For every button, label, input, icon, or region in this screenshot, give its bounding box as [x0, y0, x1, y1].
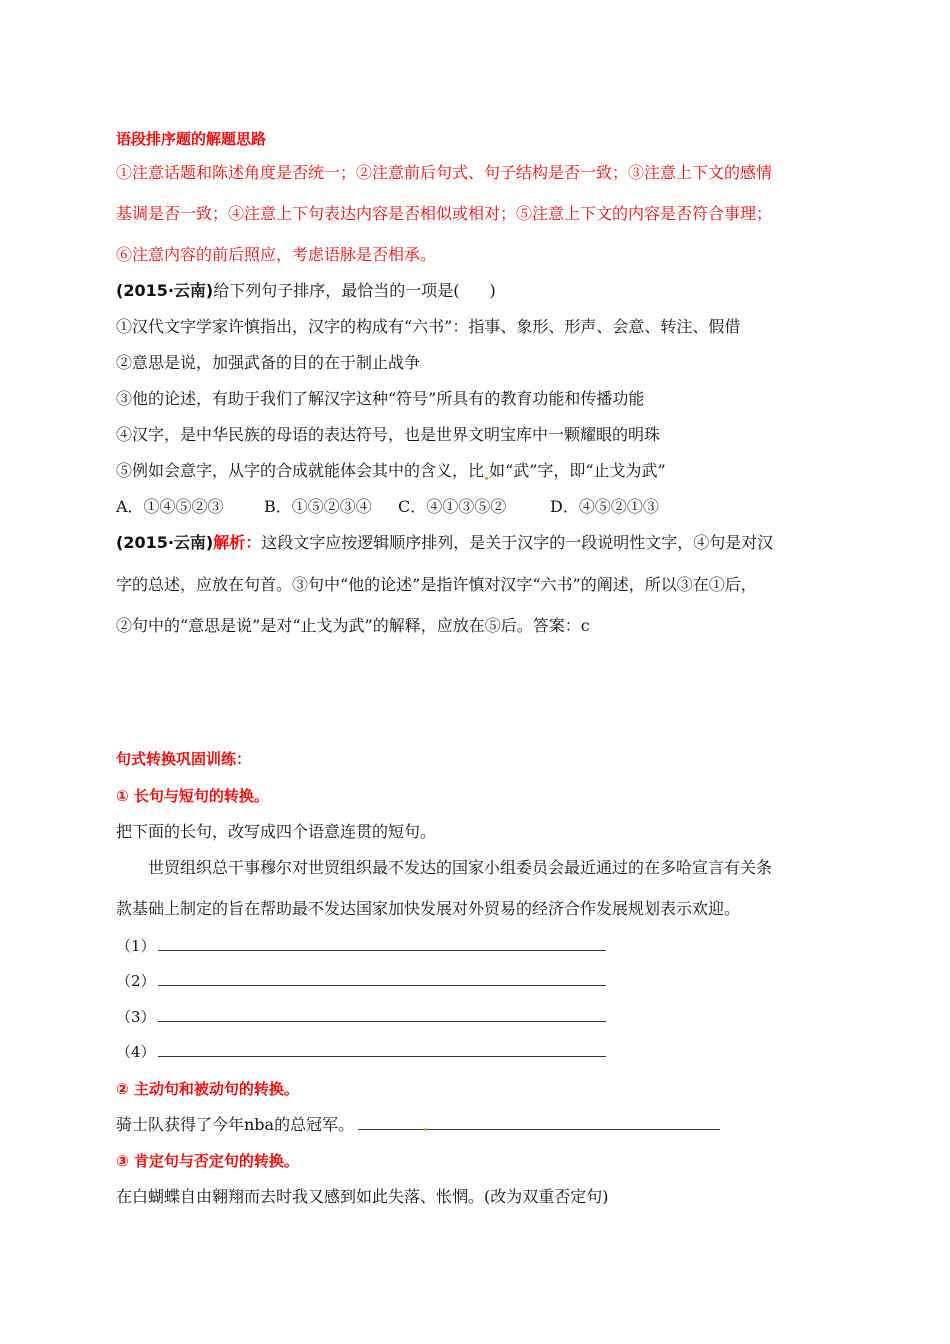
sentence-5-part-a: ⑤例如会意字，从字的合成就能体会其中的含义，比	[116, 461, 485, 480]
tips-line-1: ①注意话题和陈述角度是否统一；②注意前后句式、句子结构是否一致；③注意上下文的感情	[116, 163, 773, 182]
question-stem-text: 给下列句子排序，最恰当的一项是(	[213, 281, 460, 300]
blank-number: （3）	[116, 1008, 156, 1026]
sentence-3: ③他的论述，有助于我们了解汉字这种“符号”所具有的教育功能和传播功能	[116, 389, 645, 408]
part1-heading: ① 长句与短句的转换。	[116, 787, 269, 805]
option-d: D．④⑤②①③	[550, 497, 659, 516]
option-c: C．④①③⑤②	[398, 497, 507, 516]
sentence-1: ①汉代文字学家许慎指出，汉字的构成有“六书”：指事、象形、形声、会意、转注、假借	[116, 317, 741, 336]
sentence-4: ④汉字，是中华民族的母语的表达符号，也是世界文明宝库中一颗耀眼的明珠	[116, 425, 661, 444]
sentence-5	[116, 460, 666, 482]
part2-row	[116, 1114, 720, 1136]
blank-underline[interactable]	[158, 936, 606, 951]
analysis-line-3: ②句中的“意思是说”是对“止戈为武”的解释，应放在⑤后。答案：c	[116, 616, 590, 635]
blank-number: （2）	[116, 972, 156, 990]
part2-heading: ② 主动句和被动句的转换。	[116, 1080, 299, 1098]
highlight-dot	[485, 477, 488, 480]
part3-heading: ③ 肯定句与否定句的转换。	[116, 1152, 299, 1170]
part2-answer-line[interactable]	[358, 1115, 720, 1130]
tips-line-3: ⑥注意内容的前后照应，考虑语脉是否相承。	[116, 245, 437, 264]
analysis-line-2: 字的总述，应放在句首。③句中“他的论述”是指许慎对汉字“六书”的阐述，所以③在①后，	[116, 575, 757, 594]
option-b: B．①⑤②③④	[264, 497, 372, 516]
blank-underline[interactable]	[158, 1007, 606, 1022]
answer-blank-4[interactable]	[116, 1042, 606, 1062]
part3-sentence: 在白蝴蝶自由翱翔而去时我又感到如此失落、怅惘。(改为双重否定句)	[116, 1187, 609, 1206]
part1-instruction: 把下面的长句，改写成四个语意连贯的短句。	[116, 822, 437, 841]
analysis-label: 解析：	[213, 533, 262, 552]
answer-blank-3[interactable]	[116, 1007, 606, 1027]
question-stem	[116, 280, 496, 302]
part1-passage-line-2: 款基础上制定的旨在帮助最不发达国家加快发展对外贸易的经济合作发展规划表示欢迎。	[116, 899, 741, 918]
answer-blank-2[interactable]	[116, 971, 606, 991]
analysis-line-1	[116, 532, 773, 554]
part2-sentence: 骑士队获得了今年nba的总冠军。	[116, 1115, 355, 1134]
blank-underline[interactable]	[158, 1042, 606, 1057]
answer-options	[116, 496, 659, 518]
answer-blank-1[interactable]	[116, 936, 606, 956]
analysis-text-1: 这段文字应按逻辑顺序排列，是关于汉字的一段说明性文字，④句是对汉	[261, 533, 774, 552]
blank-underline[interactable]	[158, 971, 606, 986]
section-title-transform: 句式转换巩固训练：	[116, 750, 252, 768]
analysis-source-tag: (2015·云南)	[116, 533, 214, 552]
highlight-dot	[424, 1128, 427, 1131]
option-a: A．①④⑤②③	[116, 497, 224, 516]
blank-number: （4）	[116, 1043, 156, 1061]
part1-passage-line-1: 世贸组织总干事穆尔对世贸组织最不发达的国家小组委员会最近通过的在多哈宣言有关条	[148, 858, 773, 877]
question-stem-close: )	[489, 281, 496, 300]
section-title-sorting: 语段排序题的解题思路	[116, 130, 267, 148]
tips-line-2: 基调是否一致；④注意上下句表达内容是否相似或相对；⑤注意上下文的内容是否符合事理；	[116, 204, 773, 223]
sentence-2: ②意思是说，加强武备的目的在于制止战争	[116, 353, 421, 372]
blank-number: （1）	[116, 937, 156, 955]
sentence-5-part-b: 如“武”字，即“止戈为武”	[489, 461, 666, 480]
question-source-tag: (2015·云南)	[116, 281, 214, 300]
